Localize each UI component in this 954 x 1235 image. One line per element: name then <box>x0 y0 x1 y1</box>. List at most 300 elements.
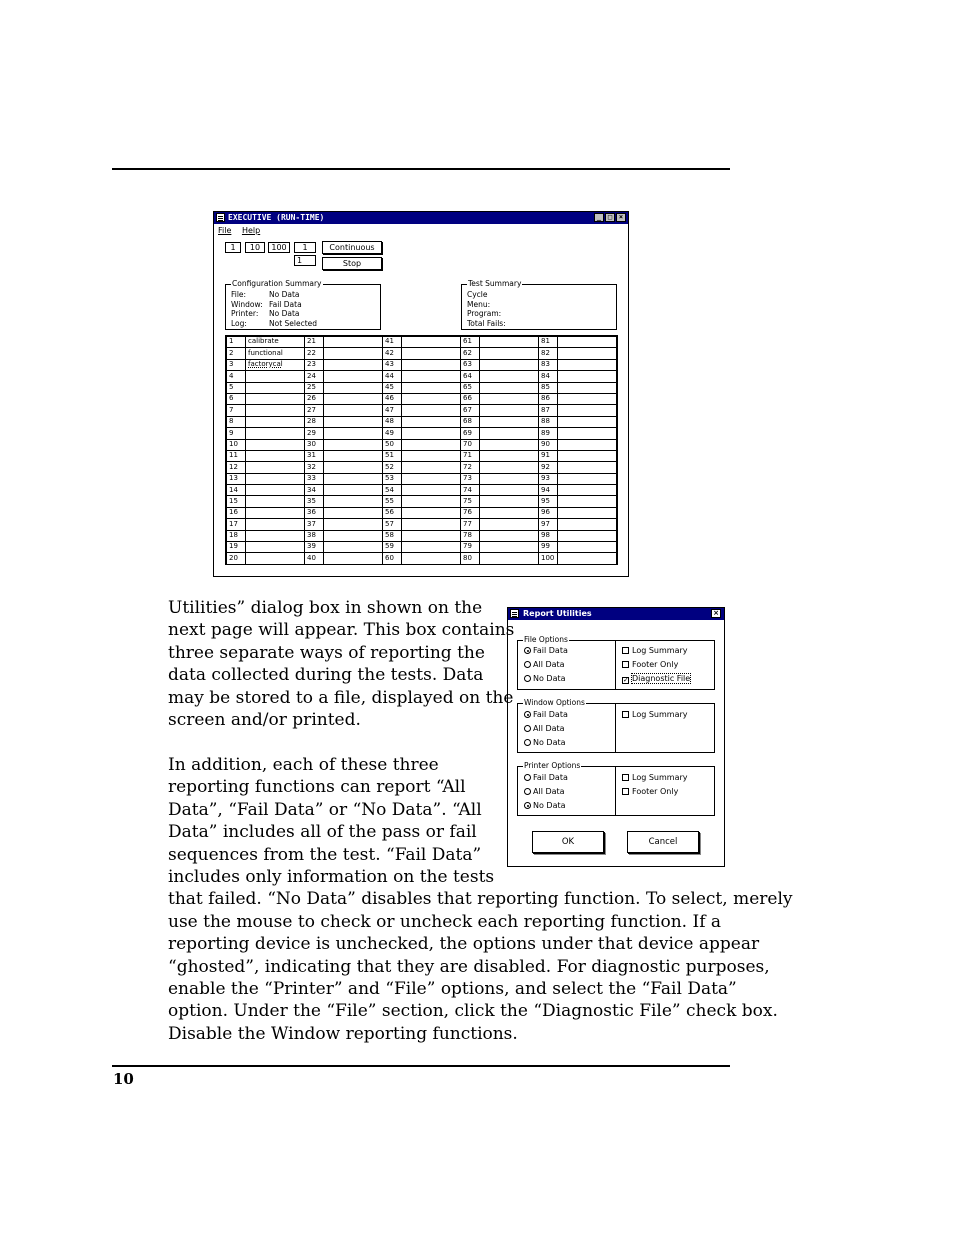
sequence-number: 68 <box>461 416 480 427</box>
sequence-name-cell[interactable]: factorycal <box>246 359 305 370</box>
continuous-button[interactable]: Continuous <box>322 241 382 254</box>
sequence-name-cell[interactable] <box>480 348 539 359</box>
sequence-number: 59 <box>383 542 402 553</box>
window-log-summary-checkbox[interactable]: Log Summary <box>622 710 688 720</box>
sequence-name-cell[interactable] <box>558 405 617 416</box>
sequence-table <box>226 336 617 565</box>
config-row: Printer: No Data <box>231 309 300 318</box>
sequence-number: 42 <box>383 348 402 359</box>
sequence-name-cell[interactable] <box>558 428 617 439</box>
minimize-icon[interactable]: _ <box>594 213 604 222</box>
text-line: sequences from the test. “Fail Data” <box>168 844 482 865</box>
sequence-name-cell[interactable] <box>558 473 617 484</box>
sequence-name-cell[interactable] <box>402 530 461 541</box>
checkbox-checked-icon: ✓ <box>623 676 629 684</box>
radio-icon <box>524 739 531 746</box>
sequence-number: 36 <box>305 507 324 518</box>
config-row: Log: Not Selected <box>231 318 318 328</box>
sequence-number: 48 <box>383 416 402 427</box>
text-line: reporting functions can report “All <box>168 777 466 798</box>
sequence-name-cell[interactable] <box>480 485 539 496</box>
text-line: enable the “Printer” and “File” options, and select the “Fail Data” <box>168 979 737 1000</box>
text-line: In addition, each of these three <box>168 755 439 775</box>
table-row <box>227 428 617 439</box>
sequence-number: 50 <box>383 439 402 450</box>
sequence-number: 85 <box>539 382 558 393</box>
test-summary-label: Test Summary <box>468 279 522 288</box>
table-row <box>227 416 617 427</box>
sequence-number: 17 <box>227 519 246 530</box>
system-menu-icon[interactable] <box>216 213 225 222</box>
sequence-name-cell[interactable] <box>324 348 383 359</box>
sequence-number: 51 <box>383 450 402 461</box>
text-line: reporting device is unchecked, the options under that device appear <box>168 934 760 955</box>
sequence-number: 52 <box>383 462 402 473</box>
sequence-name-cell[interactable] <box>246 542 305 553</box>
sequence-number: 34 <box>305 485 324 496</box>
sequence-number: 6 <box>227 393 246 404</box>
sequence-number: 47 <box>383 405 402 416</box>
sequence-number: 72 <box>461 462 480 473</box>
table-row <box>227 530 617 541</box>
close-icon[interactable]: × <box>616 213 626 222</box>
counter-box-current[interactable]: 1 <box>294 242 316 253</box>
sequence-number: 62 <box>461 348 480 359</box>
sequence-name-cell[interactable] <box>324 542 383 553</box>
sequence-number: 79 <box>461 542 480 553</box>
sequence-number: 58 <box>383 530 402 541</box>
radio-selected-icon <box>524 647 531 654</box>
sequence-name-cell[interactable] <box>558 485 617 496</box>
header-rule <box>112 168 730 170</box>
sequence-name-cell[interactable] <box>558 519 617 530</box>
sequence-name-cell[interactable] <box>402 507 461 518</box>
file-diagnostic-file-checkbox[interactable]: ✓ Diagnostic File <box>623 674 691 684</box>
sequence-number: 56 <box>383 507 402 518</box>
sequence-name-cell[interactable] <box>246 416 305 427</box>
executive-window <box>213 211 629 577</box>
test-summary <box>461 279 617 330</box>
text-line: use the mouse to check or uncheck each reporting function. If a <box>168 911 722 932</box>
sequence-number: 3 <box>227 359 246 370</box>
counter-box-100[interactable]: 100 <box>268 242 290 253</box>
table-row <box>227 337 617 348</box>
sequence-number: 7 <box>227 405 246 416</box>
menu-file[interactable]: File <box>218 226 232 235</box>
sequence-number: 8 <box>227 416 246 427</box>
sequence-name-cell[interactable] <box>246 507 305 518</box>
stop-button[interactable]: Stop <box>322 257 382 270</box>
sequence-number: 40 <box>305 553 324 564</box>
page-number: 10 <box>113 1070 134 1088</box>
sequence-number: 93 <box>539 473 558 484</box>
test-summary-row: Cycle <box>467 290 488 299</box>
sequence-number: 90 <box>539 439 558 450</box>
sequence-name-cell[interactable] <box>324 462 383 473</box>
table-row <box>227 382 617 393</box>
file-footer-only-checkbox[interactable]: Footer Only <box>622 660 678 670</box>
sequence-name-cell[interactable] <box>480 450 539 461</box>
sequence-number: 57 <box>383 519 402 530</box>
sequence-name-cell[interactable] <box>480 507 539 518</box>
executive-titlebar[interactable] <box>214 212 628 224</box>
counter-box-1[interactable]: 1 <box>225 242 241 253</box>
window-options-group <box>517 698 715 753</box>
sequence-name-cell[interactable] <box>402 428 461 439</box>
table-row <box>227 462 617 473</box>
sequence-name-cell[interactable] <box>402 496 461 507</box>
sequence-number: 4 <box>227 371 246 382</box>
sequence-name-cell[interactable] <box>246 462 305 473</box>
sequence-number: 27 <box>305 405 324 416</box>
sequence-number: 89 <box>539 428 558 439</box>
sequence-number: 69 <box>461 428 480 439</box>
text-line: includes only information on the tests <box>168 867 495 888</box>
sequence-name-cell[interactable] <box>324 450 383 461</box>
sequence-number: 25 <box>305 382 324 393</box>
sequence-number: 67 <box>461 405 480 416</box>
table-row <box>227 473 617 484</box>
sequence-name-cell[interactable] <box>246 371 305 382</box>
sequence-name-cell[interactable] <box>402 371 461 382</box>
printer-no-data-radio[interactable]: No Data <box>524 801 566 811</box>
sequence-name-cell[interactable] <box>480 382 539 393</box>
sequence-name-cell[interactable] <box>324 507 383 518</box>
file-log-summary-checkbox[interactable]: Log Summary <box>622 646 688 656</box>
file-fail-data-radio[interactable]: Fail Data <box>524 646 568 656</box>
text-line: data collected during the tests. Data <box>168 665 484 686</box>
sequence-name-cell[interactable] <box>558 462 617 473</box>
sequence-name-cell[interactable] <box>246 485 305 496</box>
sequence-name-cell[interactable] <box>402 542 461 553</box>
file-options-group <box>517 635 715 690</box>
radio-icon <box>524 725 531 732</box>
sequence-name-cell[interactable] <box>558 507 617 518</box>
text-line: Data” includes all of the pass or fail <box>168 822 477 843</box>
sequence-name-cell[interactable] <box>480 542 539 553</box>
sequence-name-cell[interactable] <box>558 450 617 461</box>
sequence-name-cell[interactable] <box>558 530 617 541</box>
sequence-name-cell[interactable] <box>324 496 383 507</box>
table-row <box>227 359 617 370</box>
sequence-number: 26 <box>305 393 324 404</box>
sequence-name-cell[interactable] <box>324 416 383 427</box>
table-row <box>227 405 617 416</box>
sequence-name-cell[interactable] <box>324 530 383 541</box>
text-line: Data”, “Fail Data” or “No Data”. “All <box>168 799 482 820</box>
table-row <box>227 519 617 530</box>
text-line: Disable the Window reporting functions. <box>168 1023 518 1044</box>
configuration-summary <box>225 279 381 330</box>
sequence-number: 63 <box>461 359 480 370</box>
sequence-number: 15 <box>227 496 246 507</box>
sequence-name-cell[interactable] <box>402 519 461 530</box>
sequence-name-cell[interactable] <box>324 428 383 439</box>
sequence-number: 92 <box>539 462 558 473</box>
text-line: screen and/or printed. <box>168 710 361 731</box>
sequence-name-cell[interactable] <box>480 405 539 416</box>
sequence-number: 78 <box>461 530 480 541</box>
sequence-name-cell[interactable] <box>480 439 539 450</box>
text-line: next page will appear. This box contains <box>168 620 515 641</box>
sequence-number: 70 <box>461 439 480 450</box>
sequence-name-cell[interactable] <box>480 530 539 541</box>
sequence-number: 5 <box>227 382 246 393</box>
sequence-grid <box>225 335 618 565</box>
table-row <box>227 439 617 450</box>
sequence-number: 77 <box>461 519 480 530</box>
sequence-name-cell[interactable] <box>480 462 539 473</box>
sequence-name-cell[interactable] <box>246 496 305 507</box>
sequence-name-cell[interactable] <box>402 393 461 404</box>
sequence-name-cell[interactable] <box>324 553 383 564</box>
sequence-number: 32 <box>305 462 324 473</box>
sequence-name-cell[interactable] <box>246 450 305 461</box>
radio-icon <box>524 675 531 682</box>
sequence-name-cell[interactable] <box>324 519 383 530</box>
sequence-number: 9 <box>227 428 246 439</box>
sequence-number: 54 <box>383 485 402 496</box>
sequence-number: 46 <box>383 393 402 404</box>
checkbox-icon <box>622 647 629 654</box>
sequence-name-cell[interactable] <box>324 337 383 348</box>
text-line: may be stored to a file, displayed on the <box>168 687 514 708</box>
window-all-data-radio[interactable]: All Data <box>524 724 565 734</box>
intro-paragraph <box>168 597 514 731</box>
sequence-name-cell[interactable] <box>246 439 305 450</box>
sequence-number: 81 <box>539 337 558 348</box>
table-row <box>227 485 617 496</box>
sequence-number: 11 <box>227 450 246 461</box>
sequence-name-cell[interactable] <box>480 416 539 427</box>
radio-selected-icon <box>524 711 531 718</box>
sequence-number: 61 <box>461 337 480 348</box>
sequence-number: 96 <box>539 507 558 518</box>
table-row <box>227 496 617 507</box>
sequence-number: 55 <box>383 496 402 507</box>
sequence-name-cell[interactable] <box>480 359 539 370</box>
sequence-name-cell[interactable] <box>246 473 305 484</box>
counter-box-second[interactable]: 1 <box>294 255 316 266</box>
text-line: “ghosted”, indicating that they are disabled. For diagnostic purposes, <box>168 956 770 977</box>
executive-menubar <box>218 226 268 236</box>
executive-title: EXECUTIVE (RUN-TIME) <box>228 213 325 222</box>
radio-icon <box>524 661 531 668</box>
table-row <box>227 371 617 382</box>
sequence-number: 22 <box>305 348 324 359</box>
sequence-number: 33 <box>305 473 324 484</box>
sequence-number: 64 <box>461 371 480 382</box>
counter-box-10[interactable]: 10 <box>245 242 265 253</box>
menu-help[interactable]: Help <box>241 226 261 235</box>
text-line: that failed. “No Data” disables that reporting function. To select, merely <box>168 889 793 910</box>
sequence-number: 44 <box>383 371 402 382</box>
sequence-name-cell[interactable] <box>402 462 461 473</box>
sequence-name-cell[interactable] <box>402 382 461 393</box>
sequence-number: 87 <box>539 405 558 416</box>
sequence-name-cell[interactable] <box>246 530 305 541</box>
sequence-name-cell[interactable] <box>324 405 383 416</box>
printer-log-summary-checkbox[interactable]: Log Summary <box>622 773 688 783</box>
sequence-number: 71 <box>461 450 480 461</box>
test-summary-row: Menu: <box>467 299 491 309</box>
sequence-number: 16 <box>227 507 246 518</box>
sequence-name-cell[interactable] <box>558 553 617 564</box>
sequence-number: 73 <box>461 473 480 484</box>
sequence-name-cell[interactable] <box>324 473 383 484</box>
sequence-number: 86 <box>539 393 558 404</box>
sequence-name-cell[interactable] <box>246 382 305 393</box>
sequence-name-cell[interactable] <box>480 553 539 564</box>
sequence-number: 10 <box>227 439 246 450</box>
window-options-label: Window Options <box>524 698 585 707</box>
printer-fail-data-radio[interactable]: Fail Data <box>524 773 568 783</box>
sequence-number: 65 <box>461 382 480 393</box>
sequence-number: 97 <box>539 519 558 530</box>
options-paragraph <box>168 754 792 1045</box>
report-utilities-titlebar[interactable] <box>508 608 724 620</box>
sequence-number: 20 <box>227 553 246 564</box>
sequence-number: 35 <box>305 496 324 507</box>
file-all-data-radio[interactable]: All Data <box>524 660 565 670</box>
file-no-data-radio[interactable]: No Data <box>524 674 566 684</box>
sequence-name-cell[interactable] <box>246 428 305 439</box>
sequence-number: 37 <box>305 519 324 530</box>
table-row <box>227 450 617 461</box>
sequence-name-cell[interactable] <box>402 416 461 427</box>
sequence-name-cell[interactable] <box>402 337 461 348</box>
sequence-name-cell[interactable] <box>558 496 617 507</box>
sequence-number: 60 <box>383 553 402 564</box>
sequence-name-cell[interactable] <box>324 371 383 382</box>
window-no-data-radio[interactable]: No Data <box>524 738 566 748</box>
sequence-number: 14 <box>227 485 246 496</box>
table-row <box>227 507 617 518</box>
sequence-name-cell[interactable] <box>402 473 461 484</box>
test-summary-row: Total Fails: <box>467 318 506 328</box>
sequence-number: 80 <box>461 553 480 564</box>
sequence-name-cell[interactable] <box>402 450 461 461</box>
sequence-name-cell[interactable] <box>558 439 617 450</box>
sequence-number: 49 <box>383 428 402 439</box>
file-options-label: File Options <box>524 635 568 644</box>
maximize-icon[interactable]: □ <box>605 213 615 222</box>
sequence-number: 43 <box>383 359 402 370</box>
table-row <box>227 553 617 564</box>
sequence-name-cell[interactable] <box>480 496 539 507</box>
printer-options-label: Printer Options <box>524 761 581 770</box>
sequence-name-cell[interactable] <box>324 485 383 496</box>
sequence-number: 30 <box>305 439 324 450</box>
sequence-number: 1 <box>227 337 246 348</box>
sequence-number: 98 <box>539 530 558 541</box>
sequence-number: 29 <box>305 428 324 439</box>
window-fail-data-radio[interactable]: Fail Data <box>524 710 568 720</box>
sequence-name-cell[interactable] <box>402 359 461 370</box>
table-row <box>227 542 617 553</box>
sequence-number: 13 <box>227 473 246 484</box>
sequence-name-cell[interactable] <box>246 405 305 416</box>
sequence-name-cell[interactable] <box>324 382 383 393</box>
sequence-name-cell[interactable] <box>558 382 617 393</box>
sequence-number: 53 <box>383 473 402 484</box>
sequence-number: 74 <box>461 485 480 496</box>
sequence-name-cell[interactable] <box>246 393 305 404</box>
sequence-name-cell[interactable] <box>558 393 617 404</box>
sequence-name-cell[interactable] <box>480 473 539 484</box>
sequence-name-cell[interactable] <box>402 485 461 496</box>
sequence-number: 91 <box>539 450 558 461</box>
sequence-number: 83 <box>539 359 558 370</box>
sequence-number: 12 <box>227 462 246 473</box>
sequence-number: 23 <box>305 359 324 370</box>
sequence-number: 39 <box>305 542 324 553</box>
sequence-name-cell[interactable] <box>558 348 617 359</box>
sequence-name-cell[interactable] <box>246 519 305 530</box>
sequence-name-cell[interactable] <box>324 393 383 404</box>
printer-footer-only-checkbox[interactable]: Footer Only <box>622 787 678 797</box>
report-utilities-title: Report Utilities <box>523 609 592 618</box>
test-summary-row: Program: <box>467 309 502 318</box>
config-row: Window: Fail Data <box>231 299 302 309</box>
sequence-number: 66 <box>461 393 480 404</box>
sequence-name-cell[interactable] <box>402 405 461 416</box>
sequence-name-cell[interactable] <box>324 359 383 370</box>
sequence-number: 2 <box>227 348 246 359</box>
sequence-name-cell[interactable] <box>558 416 617 427</box>
sequence-number: 99 <box>539 542 558 553</box>
sequence-name-cell[interactable] <box>480 337 539 348</box>
sequence-number: 100 <box>539 553 558 564</box>
sequence-name-cell[interactable] <box>480 371 539 382</box>
sequence-name-cell[interactable] <box>558 371 617 382</box>
sequence-name-cell[interactable] <box>558 337 617 348</box>
cancel-button[interactable]: Cancel <box>627 831 699 853</box>
sequence-name-cell[interactable] <box>558 359 617 370</box>
sequence-name-cell[interactable] <box>246 553 305 564</box>
sequence-number: 45 <box>383 382 402 393</box>
sequence-name-cell[interactable]: calibrate <box>246 337 305 348</box>
close-icon[interactable]: × <box>711 609 721 618</box>
sequence-number: 76 <box>461 507 480 518</box>
sequence-number: 94 <box>539 485 558 496</box>
sequence-number: 38 <box>305 530 324 541</box>
sequence-name-cell[interactable] <box>480 519 539 530</box>
sequence-number: 21 <box>305 337 324 348</box>
sequence-name-cell[interactable] <box>480 428 539 439</box>
sequence-number: 18 <box>227 530 246 541</box>
sequence-number: 75 <box>461 496 480 507</box>
ok-button[interactable]: OK <box>532 831 604 853</box>
sequence-name-cell[interactable] <box>402 553 461 564</box>
sequence-name-cell[interactable]: functional <box>246 348 305 359</box>
sequence-number: 31 <box>305 450 324 461</box>
footer-rule <box>112 1065 730 1067</box>
sequence-name-cell[interactable] <box>558 542 617 553</box>
text-line: three separate ways of reporting the <box>168 642 485 663</box>
table-row <box>227 393 617 404</box>
sequence-name-cell[interactable] <box>402 439 461 450</box>
sequence-number: 41 <box>383 337 402 348</box>
sequence-number: 28 <box>305 416 324 427</box>
sequence-name-cell[interactable] <box>324 439 383 450</box>
sequence-name-cell[interactable] <box>402 348 461 359</box>
printer-all-data-radio[interactable]: All Data <box>524 787 565 797</box>
config-row: File: No Data <box>231 290 300 299</box>
text-line: Utilities” dialog box in shown on the <box>168 598 483 618</box>
sequence-name-cell[interactable] <box>480 393 539 404</box>
sequence-number: 82 <box>539 348 558 359</box>
